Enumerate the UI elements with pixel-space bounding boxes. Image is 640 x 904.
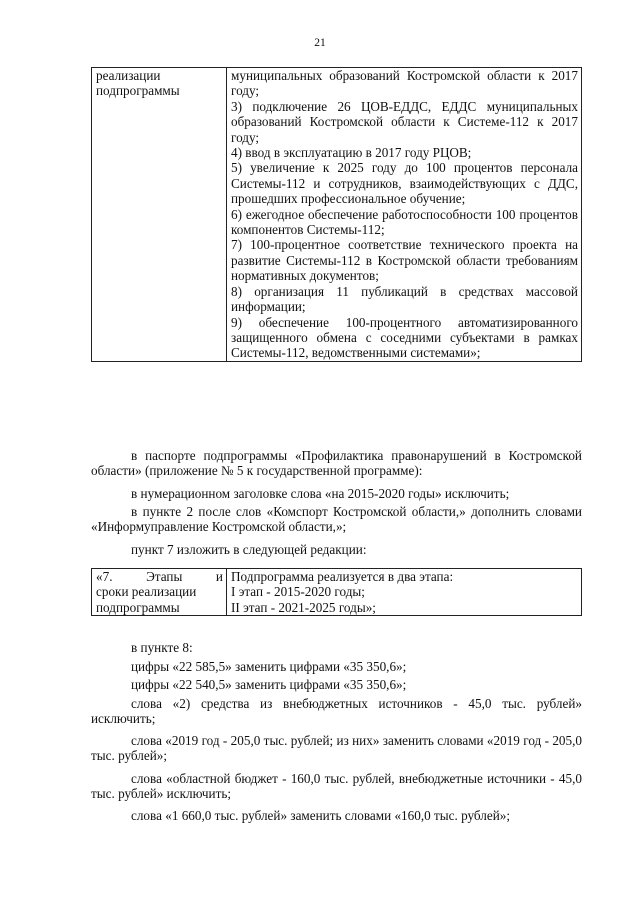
body-paragraph: слова «2) средства из внебюджетных источников - 45,0 тыс. рублей» исключить; (91, 696, 582, 727)
row-value-cell (227, 569, 582, 616)
row-label-cell (92, 68, 227, 362)
list-item: 4) ввод в эксплуатацию в 2017 году РЦОВ; (231, 145, 472, 161)
body-paragraph: слова «2019 год - 205,0 тыс. рублей; из них» заменить словами «2019 год - 205,0 тыс. рублей»; (91, 733, 582, 764)
list-item: муниципальных образований Костромской области к 2017 году; (231, 68, 578, 99)
body-paragraph: в паспорте подпрограммы «Профилактика правонарушений в Костромской области» (приложение № 5 к государственной программе): (91, 448, 582, 479)
list-item: 3) подключение 26 ЦОВ-ЕДДС, ЕДДС муниципальных образований Костромской области к Системе-112 к 2017 году; (231, 98, 578, 145)
row-value-line: II этап - 2021-2025 годы»; (231, 599, 376, 615)
table-row (92, 569, 582, 616)
row-label-line: сроки реализации (96, 584, 197, 600)
body-paragraph: цифры «22 585,5» заменить цифрами «35 350,6»; (131, 659, 407, 674)
body-paragraph: в пункте 2 после слов «Комспорт Костромской области,» дополнить словами «Информуправление Костромской области,»; (91, 504, 582, 535)
body-paragraph: слова «областной бюджет - 160,0 тыс. рублей, внебюджетные источники - 45,0 тыс. рублей» исключить; (91, 771, 582, 802)
row-value-cell (227, 68, 582, 362)
list-item: 7) 100-процентное соответствие технического проекта на развитие Системы-112 в Костромской области требованиям нормативных документов; (231, 237, 578, 284)
row-label-line: подпрограммы (96, 599, 180, 615)
list-item: 9) обеспечение 100-процентного автоматизированного защищенного обмена с соседними субъектами в рамках Системы-112, ведомственными системами»; (231, 314, 578, 361)
row-label-line: реализации (96, 68, 161, 83)
page-number: 21 (314, 37, 326, 49)
body-paragraph: в пункте 8: (131, 640, 193, 655)
row-label-line: «7. Этапы и (96, 569, 223, 584)
body-paragraph: цифры «22 540,5» заменить цифрами «35 350,6»; (131, 677, 407, 692)
passport-table-continuation (91, 67, 582, 362)
row-value-line: Подпрограмма реализуется в два этапа: (231, 569, 454, 584)
row-value-line: I этап - 2015-2020 годы; (231, 584, 365, 600)
list-item: 8) организация 11 публикаций в средствах массовой информации; (231, 283, 578, 315)
row-label-line: подпрограммы (96, 83, 180, 99)
body-paragraph: слова «1 660,0 тыс. рублей» заменить словами «160,0 тыс. рублей»; (131, 808, 511, 823)
list-item: 5) увеличение к 2025 году до 100 процентов персонала Системы-112 и сотрудников, взаимодействующих с ДДС, прошедших профессиональное обучение; (231, 160, 578, 207)
stages-table (91, 568, 582, 616)
body-paragraph: пункт 7 изложить в следующей редакции: (131, 542, 367, 557)
body-paragraph: в нумерационном заголовке слова «на 2015-2020 годы» исключить; (131, 486, 510, 501)
row-label-cell (92, 569, 227, 616)
list-item: 6) ежегодное обеспечение работоспособности 100 процентов компонентов Системы-112; (231, 206, 578, 238)
table-row (92, 68, 582, 362)
